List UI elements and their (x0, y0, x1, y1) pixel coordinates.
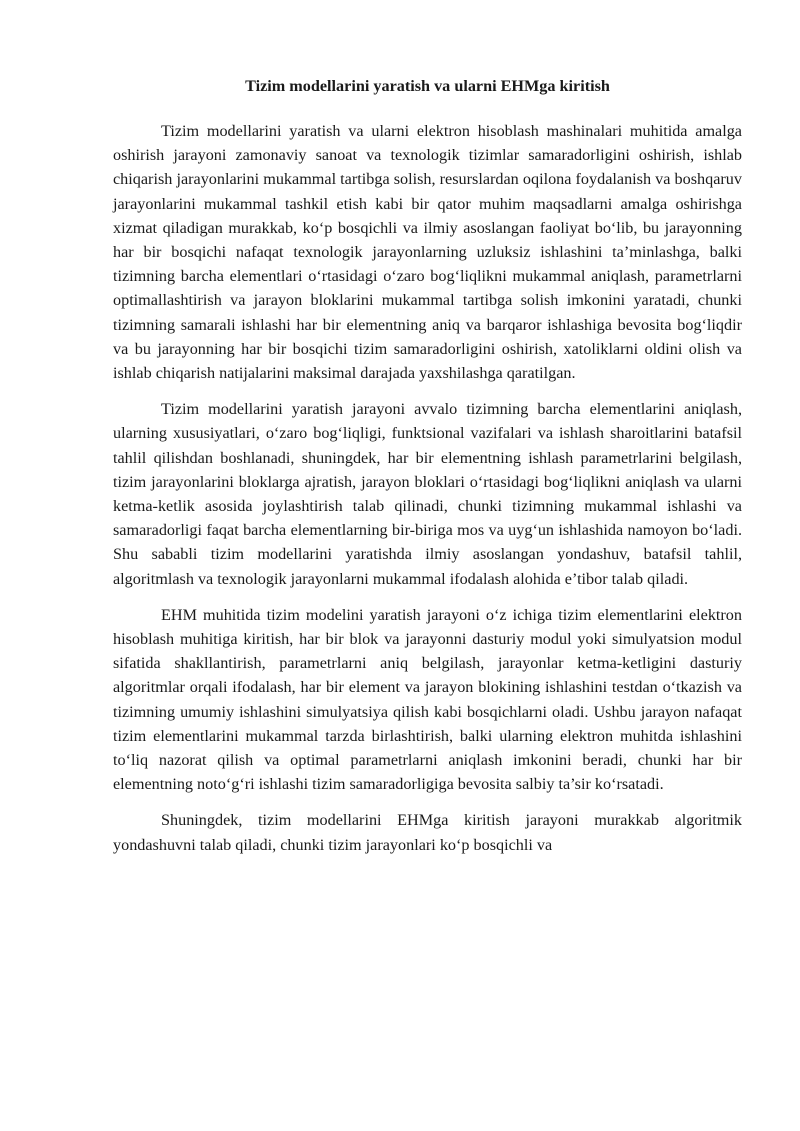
document-body (113, 119, 742, 869)
paragraph-1: Tizim modellarini yaratish va ularni elektron hisoblash mashinalari muhitida amalga oshirish jarayoni zamonaviy sanoat va texnologik tizimlar samaradorligini oshirish, ishlab chiqarish jarayonlarini mukammal tartibga solish, resurslardan oqilona foydalanish va boshqaruv jarayonlarini mukammal tashkil etish kabi bir qator muhim maqsadlarni amalga oshirishga xizmat qiladigan murakkab, ko‘p bosqichli va ilmiy asoslangan faoliyat bo‘lib, bu jarayonning har bir bosqichi nafaqat texnologik jarayonlarning uzluksiz ishlashini ta’minlashga, balki tizimning barcha elementlari o‘rtasidagi o‘zaro bog‘liqlikni mukammal aniqlash, parametrlarni optimallashtirish va jarayon bloklarini mukammal tartibga solish imkonini yaratadi, chunki tizimning samarali ishlashi har bir elementning aniq va barqaror ishlashiga bevosita bog‘liqdir va bu jarayonning har bir bosqichi tizim samaradorligini oshirish, xatoliklarni oldini olish va ishlab chiqarish natijalarini maksimal darajada yaxshilashga qaratilgan. (113, 122, 742, 383)
paragraph-3: EHM muhitida tizim modelini yaratish jarayoni o‘z ichiga tizim elementlarini elektron hisoblash muhitiga kiritish, har bir blok va jarayonni dasturiy modul yoki simulyatsion modul sifatida shakllantirish, parametrlarni aniq belgilash, jarayonlar ketma-ketligini dasturiy algoritmlar orqali ifodalash, har bir element va jarayon blokining ishlashini testdan o‘tkazish va tizimning umumiy ishlashini simulyatsiya qilish kabi bosqichlarni oladi. Ushbu jarayon nafaqat tizim elementlarini mukammal tarzda birlashtirish, balki ularning elektron muhitda ishlashini to‘liq nazorat qilish va optimal parametrlarni aniqlash imkonini beradi, chunki har bir elementning noto‘g‘ri ishlashi tizim samaradorligiga bevosita salbiy ta’sir ko‘rsatadi. (113, 605, 742, 794)
document-title: Tizim modellarini yaratish va ularni EHMga kiritish (245, 77, 610, 95)
paragraph-2: Tizim modellarini yaratish jarayoni avvalo tizimning barcha elementlarini aniqlash, ularning xususiyatlari, o‘zaro bog‘liqligi, funktsional vazifalari va ishlash sharoitlarini batafsil tahlil qilishdan boshlanadi, shuningdek, har bir elementning ishlash parametrlarini belgilash, tizim jarayonlarini bloklarga ajratish, jarayon bloklari o‘rtasidagi bog‘liqlikni aniqlash va ularni ketma-ketlik asosida joylashtirish talab qilinadi, chunki tizimning mukammal ishlashi va samaradorligi faqat barcha elementlarning bir-biriga mos va uyg‘un ishlashida namoyon bo‘ladi. Shu sababli tizim modellarini yaratishda ilmiy asoslangan yondashuv, batafsil tahlil, algoritmlash va texnologik jarayonlarni mukammal ifodalash alohida e’tibor talab qiladi. (113, 400, 742, 588)
paragraph-4: Shuningdek, tizim modellarini EHMga kiritish jarayoni murakkab algoritmik yondashuvni talab qiladi, chunki tizim jarayonlari ko‘p bosqichli va (113, 811, 742, 854)
